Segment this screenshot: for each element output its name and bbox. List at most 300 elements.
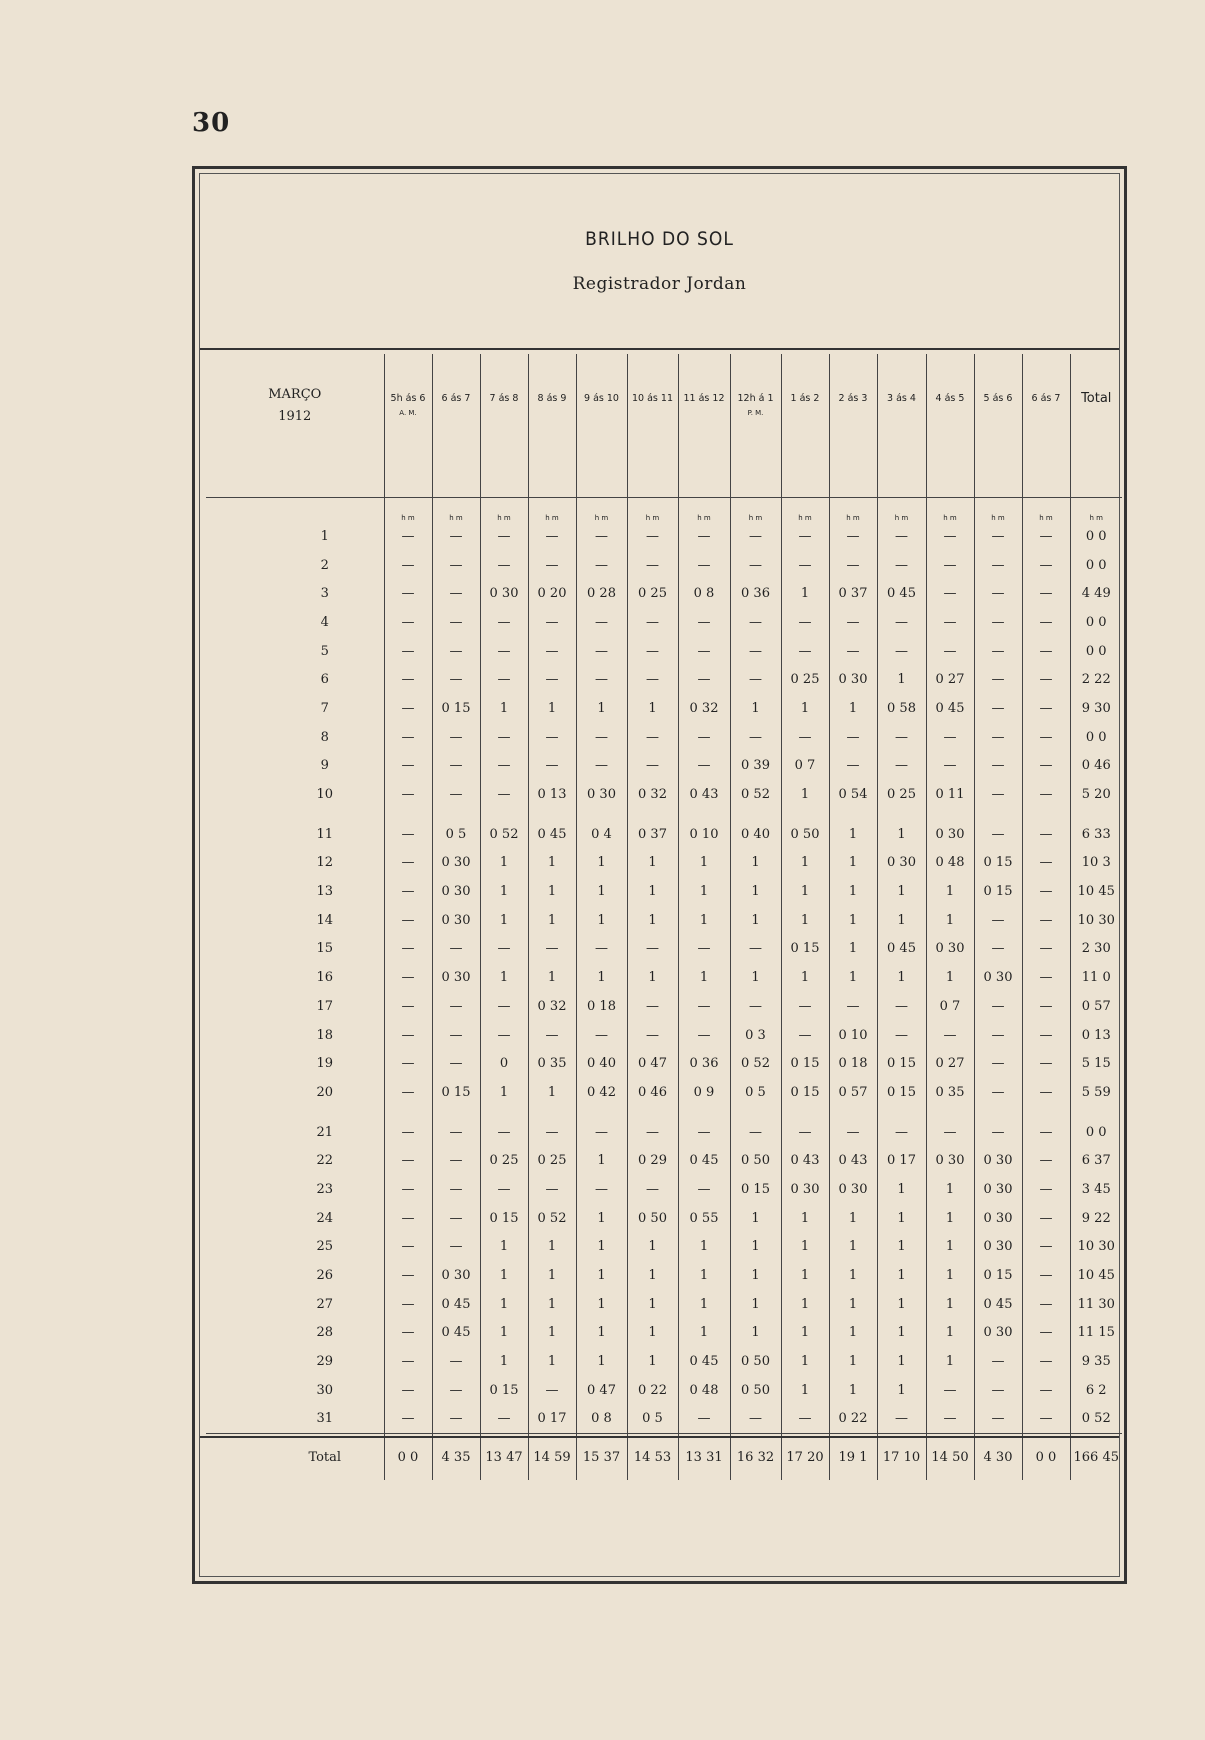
table-cell: — xyxy=(384,1290,432,1319)
table-cell: — xyxy=(730,723,781,752)
table-cell: — xyxy=(781,1118,829,1147)
table-cell: — xyxy=(974,608,1022,637)
group-gap-cell xyxy=(781,809,829,820)
table-cell: — xyxy=(678,522,730,551)
table-row xyxy=(206,694,1122,723)
column-header-label: 8 ás 9 xyxy=(537,393,567,404)
table-cell: 1 xyxy=(678,1319,730,1348)
table-cell: 1 xyxy=(528,963,576,992)
table-cell: 0 25 xyxy=(781,665,829,694)
table-cell: — xyxy=(480,1405,528,1434)
table-cell: 1 xyxy=(627,1290,678,1319)
table-cell: 0 15 xyxy=(730,1175,781,1204)
table-cell: 0 50 xyxy=(627,1204,678,1233)
total-cell: 14 50 xyxy=(926,1434,974,1481)
table-cell: — xyxy=(926,723,974,752)
table-cell: — xyxy=(678,637,730,666)
table-cell: — xyxy=(678,752,730,781)
table-cell: — xyxy=(974,1405,1022,1434)
table-cell: 1 xyxy=(480,963,528,992)
table-cell: 9 22 xyxy=(1070,1204,1122,1233)
table-cell: 0 30 xyxy=(432,963,480,992)
table-cell: 1 xyxy=(678,906,730,935)
unit-cell: h m xyxy=(576,498,627,523)
table-cell: — xyxy=(926,522,974,551)
table-cell: 1 xyxy=(877,1175,926,1204)
table-cell: 1 xyxy=(781,1204,829,1233)
table-cell: — xyxy=(877,1118,926,1147)
table-cell: — xyxy=(432,522,480,551)
table-cell: 1 xyxy=(480,1347,528,1376)
table-cell: 1 xyxy=(926,1319,974,1348)
column-header-label: Total xyxy=(1081,391,1112,406)
table-cell: — xyxy=(974,935,1022,964)
table-cell: 1 xyxy=(877,1204,926,1233)
day-number: 11 xyxy=(316,826,334,842)
table-cell: 0 17 xyxy=(528,1405,576,1434)
group-gap-spacer xyxy=(206,809,384,820)
table-cell: 1 xyxy=(528,694,576,723)
column-header xyxy=(1022,354,1070,498)
day-number: 12 xyxy=(316,855,334,871)
table-cell: — xyxy=(384,849,432,878)
table-row xyxy=(206,849,1122,878)
group-gap-cell xyxy=(974,809,1022,820)
table-cell: 1 xyxy=(730,1261,781,1290)
table-cell: — xyxy=(974,551,1022,580)
table-cell: — xyxy=(432,1049,480,1078)
column-header xyxy=(432,354,480,498)
group-gap-cell xyxy=(1070,809,1122,820)
table-cell: 0 52 xyxy=(730,1049,781,1078)
group-gap-cell xyxy=(480,809,528,820)
day-number: 3 xyxy=(320,586,329,602)
table-cell: 1 xyxy=(528,1261,576,1290)
table-cell: 1 xyxy=(528,1290,576,1319)
table-cell: 1 xyxy=(576,906,627,935)
table-cell: — xyxy=(480,723,528,752)
table-cell: 1 xyxy=(926,877,974,906)
table-cell: — xyxy=(576,1175,627,1204)
table-cell: 0 57 xyxy=(829,1078,877,1107)
table-cell: 1 xyxy=(829,694,877,723)
table-cell: 0 11 xyxy=(926,780,974,809)
table-cell: 0 25 xyxy=(480,1146,528,1175)
table-cell: 1 xyxy=(877,877,926,906)
table-cell: — xyxy=(678,1175,730,1204)
table-cell: 1 xyxy=(730,1319,781,1348)
table-cell: 1 xyxy=(627,1233,678,1262)
table-cell: 0 30 xyxy=(781,1175,829,1204)
table-cell: 0 57 xyxy=(1070,992,1122,1021)
table-cell: 1 xyxy=(627,963,678,992)
table-cell: — xyxy=(1022,637,1070,666)
table-cell: — xyxy=(384,1021,432,1050)
table-cell: — xyxy=(1022,1204,1070,1233)
day-number: 23 xyxy=(316,1181,334,1197)
table-cell: — xyxy=(781,723,829,752)
table-cell: 1 xyxy=(528,1233,576,1262)
table-cell: 0 35 xyxy=(926,1078,974,1107)
column-header xyxy=(576,354,627,498)
group-gap-cell xyxy=(480,1107,528,1118)
table-cell: — xyxy=(627,551,678,580)
table-frame xyxy=(192,166,1127,1584)
table-cell: 5 59 xyxy=(1070,1078,1122,1107)
table-cell: — xyxy=(829,522,877,551)
table-cell: 0 55 xyxy=(678,1204,730,1233)
table-cell: — xyxy=(781,608,829,637)
table-cell: 0 25 xyxy=(627,579,678,608)
table-cell: 0 30 xyxy=(829,1175,877,1204)
table-cell: 9 30 xyxy=(1070,694,1122,723)
table-cell: 0 18 xyxy=(829,1049,877,1078)
table-cell: 1 xyxy=(576,1347,627,1376)
table-cell: 0 50 xyxy=(730,1376,781,1405)
table-cell: 1 xyxy=(781,1319,829,1348)
day-number: 26 xyxy=(316,1268,334,1284)
sunshine-table xyxy=(206,354,1122,1480)
table-cell: — xyxy=(926,1405,974,1434)
day-number: 1 xyxy=(320,528,329,544)
table-cell: — xyxy=(781,1405,829,1434)
table-cell: — xyxy=(480,608,528,637)
table-cell: 1 xyxy=(877,820,926,849)
table-cell: 0 32 xyxy=(678,694,730,723)
table-cell: — xyxy=(829,1118,877,1147)
table-cell: 0 52 xyxy=(730,780,781,809)
unit-row xyxy=(206,498,1122,523)
table-cell: — xyxy=(480,935,528,964)
table-cell: — xyxy=(877,522,926,551)
total-cell: 13 47 xyxy=(480,1434,528,1481)
table-cell: 0 47 xyxy=(627,1049,678,1078)
table-cell: 10 3 xyxy=(1070,849,1122,878)
table-cell: 1 xyxy=(576,694,627,723)
table-cell: 0 43 xyxy=(678,780,730,809)
table-cell: — xyxy=(384,1405,432,1434)
table-cell: — xyxy=(678,608,730,637)
table-cell: — xyxy=(1022,665,1070,694)
table-cell: — xyxy=(576,637,627,666)
table-cell: 0 30 xyxy=(480,579,528,608)
table-cell: — xyxy=(974,1347,1022,1376)
table-cell: — xyxy=(926,1021,974,1050)
table-cell: 0 15 xyxy=(877,1049,926,1078)
table-cell: — xyxy=(829,723,877,752)
table-cell: — xyxy=(528,608,576,637)
total-label: Total xyxy=(206,1434,384,1481)
table-cell: 1 xyxy=(627,1319,678,1348)
table-cell: 0 0 xyxy=(1070,522,1122,551)
table-cell: 1 xyxy=(781,780,829,809)
unit-cell: h m xyxy=(781,498,829,523)
table-cell: — xyxy=(432,1204,480,1233)
table-cell: 0 5 xyxy=(432,820,480,849)
group-gap-cell xyxy=(432,809,480,820)
table-cell: 1 xyxy=(926,906,974,935)
group-gap-cell xyxy=(877,1107,926,1118)
table-cell: — xyxy=(480,752,528,781)
total-cell: 0 0 xyxy=(1022,1434,1070,1481)
table-row xyxy=(206,992,1122,1021)
table-cell: — xyxy=(926,1118,974,1147)
total-cell: 17 20 xyxy=(781,1434,829,1481)
table-cell: 1 xyxy=(678,849,730,878)
table-cell: 0 28 xyxy=(576,579,627,608)
table-cell: — xyxy=(627,1118,678,1147)
unit-cell: h m xyxy=(829,498,877,523)
column-header-label: 4 ás 5 xyxy=(935,393,965,404)
unit-cell: h m xyxy=(877,498,926,523)
table-cell: — xyxy=(926,752,974,781)
table-cell: — xyxy=(576,935,627,964)
table-cell: — xyxy=(1022,877,1070,906)
table-cell: 0 30 xyxy=(974,1319,1022,1348)
table-cell: 0 43 xyxy=(781,1146,829,1175)
table-row xyxy=(206,608,1122,637)
table-cell: — xyxy=(926,1376,974,1405)
table-cell: 0 25 xyxy=(877,780,926,809)
group-gap-cell xyxy=(627,809,678,820)
table-cell: 1 xyxy=(829,906,877,935)
table-cell: — xyxy=(877,1405,926,1434)
table-cell: — xyxy=(384,1233,432,1262)
table-cell: 1 xyxy=(678,1233,730,1262)
table-cell: — xyxy=(480,522,528,551)
table-cell: 0 54 xyxy=(829,780,877,809)
table-cell: 1 xyxy=(781,963,829,992)
table-cell: — xyxy=(678,551,730,580)
table-cell: 0 0 xyxy=(1070,551,1122,580)
table-cell: 1 xyxy=(926,1261,974,1290)
table-cell: — xyxy=(432,637,480,666)
table-cell: — xyxy=(678,723,730,752)
table-cell: 1 xyxy=(627,877,678,906)
table-cell: 1 xyxy=(877,1376,926,1405)
table-cell: — xyxy=(480,665,528,694)
table-cell: 0 22 xyxy=(627,1376,678,1405)
day-number: 21 xyxy=(316,1124,334,1140)
table-row xyxy=(206,1204,1122,1233)
table-cell: 0 30 xyxy=(974,1146,1022,1175)
table-cell: 0 47 xyxy=(576,1376,627,1405)
table-cell: — xyxy=(781,551,829,580)
table-cell: 1 xyxy=(576,877,627,906)
table-cell: 0 20 xyxy=(528,579,576,608)
table-cell: 1 xyxy=(528,1319,576,1348)
column-header-label: 2 ás 3 xyxy=(838,393,868,404)
unit-cell: h m xyxy=(528,498,576,523)
table-cell: — xyxy=(1022,1146,1070,1175)
table-cell: 1 xyxy=(781,694,829,723)
table-cell: — xyxy=(1022,1233,1070,1262)
column-header xyxy=(1070,354,1122,498)
table-cell: — xyxy=(1022,694,1070,723)
table-cell: — xyxy=(678,1118,730,1147)
table-cell: 1 xyxy=(926,1233,974,1262)
table-cell: 1 xyxy=(576,1233,627,1262)
table-cell: 0 45 xyxy=(678,1146,730,1175)
table-cell: 1 xyxy=(480,1233,528,1262)
table-cell: — xyxy=(974,820,1022,849)
table-cell: — xyxy=(678,935,730,964)
table-cell: 1 xyxy=(781,1347,829,1376)
table-cell: — xyxy=(384,780,432,809)
table-cell: 0 32 xyxy=(528,992,576,1021)
table-cell: — xyxy=(974,579,1022,608)
total-cell: 0 0 xyxy=(384,1434,432,1481)
day-number: 8 xyxy=(320,729,329,745)
table-cell: — xyxy=(384,694,432,723)
table-row xyxy=(206,906,1122,935)
table-cell: — xyxy=(1022,906,1070,935)
table-cell: 1 xyxy=(627,694,678,723)
table-cell: — xyxy=(678,1405,730,1434)
page-number: 30 xyxy=(192,108,231,138)
table-cell: 0 39 xyxy=(730,752,781,781)
table-cell: — xyxy=(384,551,432,580)
group-gap-cell xyxy=(730,809,781,820)
table-cell: — xyxy=(528,1175,576,1204)
column-header xyxy=(480,354,528,498)
table-cell: — xyxy=(829,551,877,580)
table-cell: 0 52 xyxy=(528,1204,576,1233)
table-cell: — xyxy=(432,752,480,781)
table-cell: 0 30 xyxy=(877,849,926,878)
table-cell: — xyxy=(829,637,877,666)
table-cell: 0 9 xyxy=(678,1078,730,1107)
table-cell: 0 17 xyxy=(877,1146,926,1175)
table-cell: — xyxy=(528,1021,576,1050)
table-cell: 1 xyxy=(678,963,730,992)
table-cell: 1 xyxy=(480,1319,528,1348)
table-cell: 0 50 xyxy=(730,1347,781,1376)
table-cell: 1 xyxy=(781,1261,829,1290)
column-header xyxy=(528,354,576,498)
table-cell: 0 15 xyxy=(480,1204,528,1233)
table-cell: — xyxy=(528,935,576,964)
table-cell: 1 xyxy=(829,1319,877,1348)
table-cell: 1 xyxy=(576,1319,627,1348)
table-cell: — xyxy=(384,1078,432,1107)
table-cell: — xyxy=(926,637,974,666)
table-cell: 0 50 xyxy=(781,820,829,849)
day-number: 22 xyxy=(316,1153,334,1169)
column-header-row xyxy=(206,354,1122,498)
table-cell: 10 30 xyxy=(1070,906,1122,935)
bottom-rule xyxy=(200,1436,1119,1438)
table-cell: 1 xyxy=(480,694,528,723)
table-cell: — xyxy=(877,608,926,637)
table-row xyxy=(206,752,1122,781)
table-cell: 0 10 xyxy=(829,1021,877,1050)
total-row xyxy=(206,1434,1122,1481)
table-cell: — xyxy=(384,1049,432,1078)
table-cell: 1 xyxy=(877,1261,926,1290)
unit-cell: h m xyxy=(432,498,480,523)
table-cell: 0 15 xyxy=(781,1049,829,1078)
table-cell: 0 30 xyxy=(974,1233,1022,1262)
day-number: 27 xyxy=(316,1296,334,1312)
day-number: 18 xyxy=(316,1027,334,1043)
table-cell: 0 42 xyxy=(576,1078,627,1107)
table-cell: 1 xyxy=(877,1347,926,1376)
table-cell: 5 20 xyxy=(1070,780,1122,809)
table-cell: 1 xyxy=(877,906,926,935)
table-cell: 0 30 xyxy=(974,963,1022,992)
table-cell: — xyxy=(480,551,528,580)
table-cell: — xyxy=(627,723,678,752)
table-cell: — xyxy=(974,694,1022,723)
column-header-label: 12h á 1 xyxy=(737,393,774,404)
table-cell: — xyxy=(1022,1049,1070,1078)
table-cell: — xyxy=(974,522,1022,551)
table-cell: — xyxy=(432,1376,480,1405)
table-cell: — xyxy=(384,820,432,849)
table-cell: 0 30 xyxy=(432,877,480,906)
group-gap-cell xyxy=(627,1107,678,1118)
table-cell: 0 13 xyxy=(528,780,576,809)
unit-cell: h m xyxy=(384,498,432,523)
table-cell: 1 xyxy=(829,1204,877,1233)
table-cell: 1 xyxy=(926,963,974,992)
table-cell: — xyxy=(1022,608,1070,637)
table-cell: — xyxy=(384,1347,432,1376)
table-row xyxy=(206,522,1122,551)
table-cell: 0 30 xyxy=(829,665,877,694)
table-cell: — xyxy=(576,723,627,752)
table-cell: — xyxy=(384,1261,432,1290)
table-cell: 1 xyxy=(926,1204,974,1233)
column-header-label: 1 ás 2 xyxy=(790,393,820,404)
table-cell: — xyxy=(384,906,432,935)
table-cell: — xyxy=(480,780,528,809)
table-row xyxy=(206,1405,1122,1434)
table-cell: 0 22 xyxy=(829,1405,877,1434)
group-gap-cell xyxy=(576,809,627,820)
table-cell: 0 7 xyxy=(781,752,829,781)
table-cell: — xyxy=(432,665,480,694)
table-cell: — xyxy=(627,637,678,666)
table-cell: — xyxy=(1022,1376,1070,1405)
table-cell: — xyxy=(576,1021,627,1050)
table-cell: — xyxy=(627,992,678,1021)
day-number: 30 xyxy=(316,1382,334,1398)
table-cell: 0 40 xyxy=(576,1049,627,1078)
table-cell: 0 45 xyxy=(974,1290,1022,1319)
unit-cell: h m xyxy=(926,498,974,523)
table-cell: — xyxy=(877,1021,926,1050)
table-cell: — xyxy=(528,551,576,580)
column-header-label: 5h ás 6 xyxy=(390,393,426,404)
table-cell: 0 48 xyxy=(678,1376,730,1405)
year-label: 1912 xyxy=(278,409,312,424)
table-cell: — xyxy=(829,608,877,637)
table-cell: 1 xyxy=(829,1290,877,1319)
table-cell: 0 15 xyxy=(974,849,1022,878)
table-cell: — xyxy=(384,935,432,964)
table-cell: 1 xyxy=(781,906,829,935)
table-row xyxy=(206,637,1122,666)
table-cell: — xyxy=(974,780,1022,809)
group-gap xyxy=(206,1107,1122,1118)
table-cell: — xyxy=(384,608,432,637)
table-cell: 1 xyxy=(926,1347,974,1376)
table-cell: 0 48 xyxy=(926,849,974,878)
column-header-label: 7 ás 8 xyxy=(489,393,519,404)
table-cell: 0 15 xyxy=(781,1078,829,1107)
